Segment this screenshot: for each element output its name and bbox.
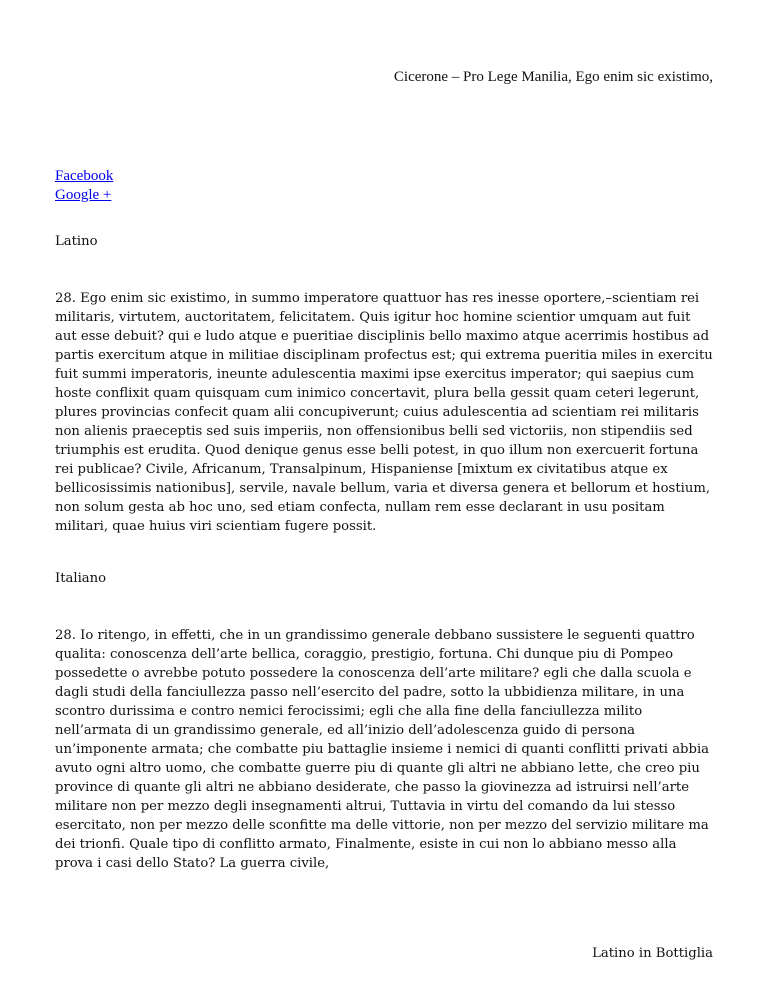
facebook-link[interactable]: Facebook	[55, 168, 114, 184]
latin-heading: Latino	[55, 234, 98, 249]
share-links	[55, 167, 113, 205]
google-plus-link[interactable]: Google +	[55, 187, 112, 203]
main-content	[55, 232, 715, 873]
footer-brand: Latino in Bottiglia	[592, 946, 713, 961]
page-title: Cicerone – Pro Lege Manilia, Ego enim sic existimo,	[393, 69, 713, 85]
italian-paragraph: 28. Io ritengo, in effetti, che in un grandissimo generale debbano sussistere le seguenti quattro qualita: conoscenza dell’arte bellica, coraggio, prestigio, fortuna. Chi dunque piu di Pompeo possedette o avrebbe potuto possedere la conoscenza dell’arte militare? egli che dalla scuola e dagli studi della fanciullezza passo nell’esercito del padre, sotto la ubbidienza militare, in una scontro durissima e contro nemici ferocissimi; egli che alla fine della fanciullezza milito nell’armata di un grandissimo generale, ed all’inizio dell’adolescenza guido di persona un’imponente armata; che combatte piu battaglie insieme i nemici di quanti conflitti privati abbia avuto ogni altro uomo, che combatte guerre piu di quante gli altri ne abbiano lette, che creo piu province di quante gli altri ne abbiano desiderate, che passo la giovinezza ad istruirsi nell’arte militare non per mezzo degli insegnamenti altrui, Tuttavia in virtu del comando da lui stesso esercitato, non per mezzo delle sconfitte ma delle vittorie, non per mezzo del servizio militare ma dei trionfi. Quale tipo di conflitto armato, Finalmente, esiste in cui non lo abbiano messo alla prova i casi dello Stato? La guerra civile,	[55, 628, 710, 871]
italian-heading: Italiano	[55, 571, 107, 586]
latin-paragraph: 28. Ego enim sic existimo, in summo imperatore quattuor has res inesse oportere,–scientiam rei militaris, virtutem, auctoritatem, felicitatem. Quis igitur hoc homine scientior umquam aut fuit aut esse debuit? qui e ludo atque e pueritiae disciplinis bello maximo atque acerrimis hostibus ad partis exercitum atque in militiae disciplinam profectus est; qui extrema pueritia miles in exercitu fuit summi imperatoris, ineunte adulescentia maximi ipse exercitus imperator; qui saepius cum hoste conflixit quam quisquam cum inimico concertavit, plura bella gessit quam ceteri legerunt, plures provincias confecit quam alii concupiverunt; cuius adulescentia ad scientiam rei militaris non alienis praeceptis sed suis imperiis, non offensionibus belli sed victoriis, non stipendiis sed triumphis est erudita. Quod denique genus esse belli potest, in quo illum non exercuerit fortuna rei publicae? Civile, Africanum, Transalpinum, Hispaniense [mixtum ex civitatibus atque ex bellicosissimis nationibus], servile, navale bellum, varia et diversa genera et bellorum et hostium, non solum gesta ab hoc uno, sed etiam confecta, nullam rem esse declarant in usu positam militari, quae huius viri scientiam fugere possit.	[55, 291, 713, 534]
